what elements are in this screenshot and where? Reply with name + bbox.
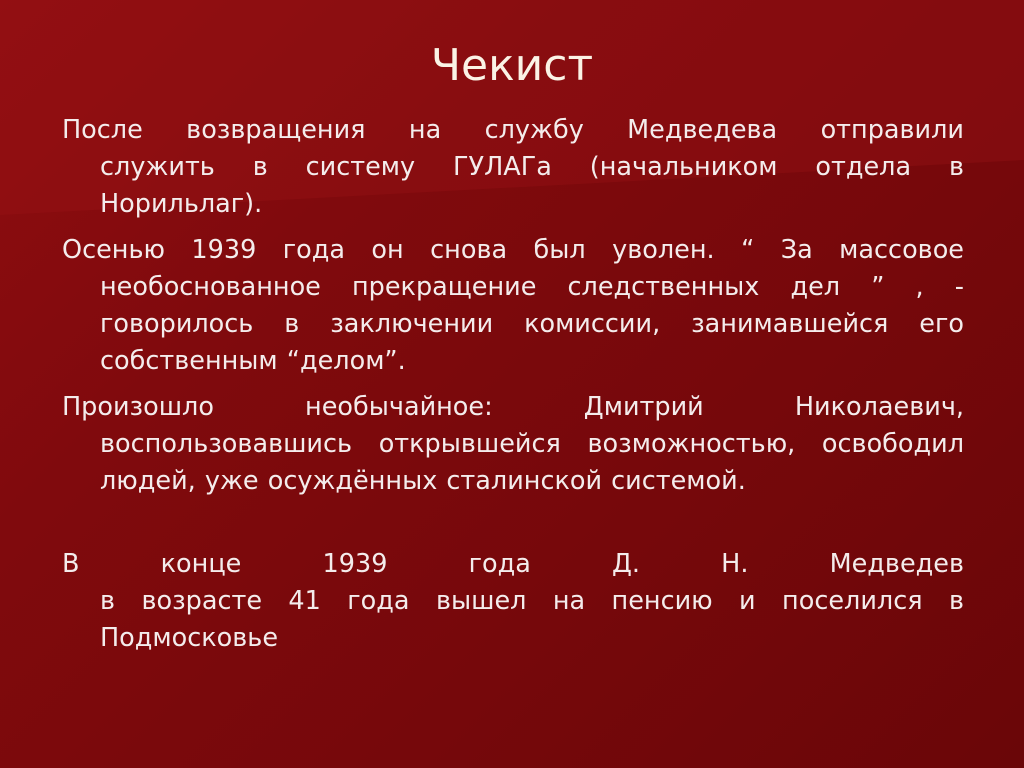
paragraph-3-line-3: людей, уже осуждённых сталинской системой.	[100, 466, 746, 496]
paragraph-3-line-1: Произошло необычайное: Дмитрий Николаевич,	[62, 392, 964, 422]
paragraph-4	[62, 546, 964, 657]
paragraph-4-line-1: В конце 1939 года Д. Н. Медведев	[62, 549, 964, 579]
paragraph-3	[62, 389, 964, 500]
slide-title: Чекист	[430, 40, 594, 91]
paragraph-4-line-3: Подмосковье	[100, 623, 279, 653]
paragraph-2-line-1: Осенью 1939 года он снова был уволен. “ За массовое	[62, 235, 964, 265]
paragraph-3-line-2: воспользовавшись открывшейся возможностью, освободил	[100, 429, 964, 459]
paragraph-2-line-4: собственным “делом”.	[100, 346, 406, 376]
paragraph-1-line-1: После возвращения на службу Медведева отправили	[62, 115, 964, 145]
paragraph-4-line-2: в возрасте 41 года вышел на пенсию и поселился в	[100, 586, 964, 616]
paragraph-2-line-3: говорилось в заключении комиссии, занимавшейся его	[100, 309, 964, 339]
paragraph-2	[62, 232, 964, 380]
paragraph-2-line-2: необоснованное прекращение следственных дел ” , -	[100, 272, 964, 302]
paragraph-1-line-2: служить в систему ГУЛАГа (начальником отдела в	[100, 152, 964, 182]
slide-body	[62, 112, 964, 657]
paragraph-1-line-3: Норильлаг).	[100, 189, 263, 219]
paragraph-1	[62, 112, 964, 223]
